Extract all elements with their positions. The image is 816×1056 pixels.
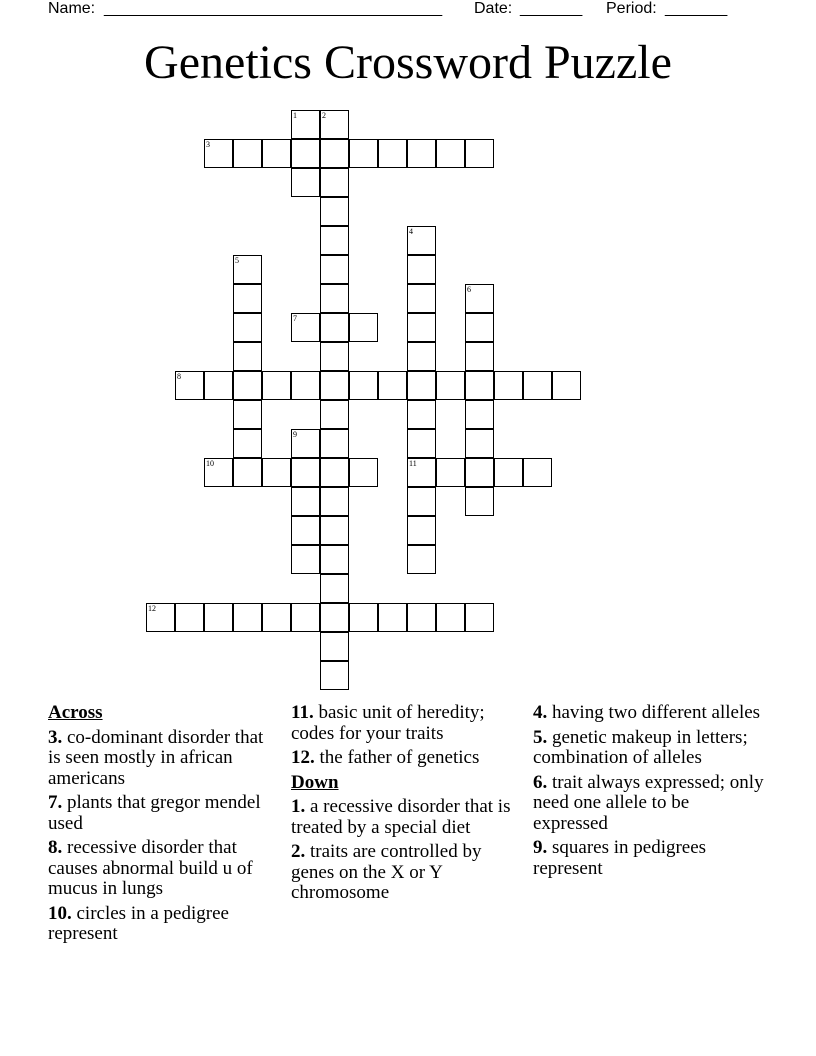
- crossword-cell[interactable]: [233, 603, 262, 632]
- clues-column-1: [48, 703, 280, 949]
- crossword-cell[interactable]: [436, 458, 465, 487]
- crossword-cell[interactable]: [320, 342, 349, 371]
- crossword-cell[interactable]: [262, 371, 291, 400]
- crossword-cell[interactable]: [407, 371, 436, 400]
- crossword-cell[interactable]: [407, 545, 436, 574]
- crossword-cell[interactable]: [407, 139, 436, 168]
- clue-across-10: 10. circles in a pedigree represent: [48, 902, 229, 944]
- crossword-cell[interactable]: [204, 371, 233, 400]
- name-blank[interactable]: ______________________________________: [104, 0, 443, 17]
- crossword-cell[interactable]: [407, 458, 436, 487]
- crossword-cell[interactable]: [349, 371, 378, 400]
- clue-across-3: 3. co-dominant disorder that is seen mostly in african americans: [48, 726, 264, 789]
- clue-down-9: 9. squares in pedigrees represent: [533, 837, 707, 879]
- crossword-cell[interactable]: [407, 516, 436, 545]
- crossword-cell[interactable]: [407, 226, 436, 255]
- crossword-cell[interactable]: [320, 197, 349, 226]
- cell-number: 7: [293, 314, 297, 323]
- clues-column-2: [291, 703, 523, 908]
- crossword-cell[interactable]: [320, 371, 349, 400]
- crossword-cell[interactable]: [407, 342, 436, 371]
- crossword-cell[interactable]: [204, 603, 233, 632]
- clue-down-6: 6. trait always expressed; only need one allele to be expressed: [533, 771, 764, 834]
- crossword-cell[interactable]: [349, 313, 378, 342]
- crossword-cell[interactable]: [291, 313, 320, 342]
- clue-across-11: 11. basic unit of heredity; codes for your traits: [291, 702, 485, 744]
- crossword-cell[interactable]: [378, 139, 407, 168]
- crossword-cell[interactable]: [262, 603, 291, 632]
- clues-column-3: [533, 703, 765, 883]
- crossword-cell[interactable]: [233, 458, 262, 487]
- crossword-cell[interactable]: [175, 371, 204, 400]
- crossword-cell[interactable]: [523, 371, 552, 400]
- cell-number: 10: [206, 459, 214, 468]
- crossword-cell[interactable]: [349, 458, 378, 487]
- crossword-cell[interactable]: [175, 603, 204, 632]
- crossword-cell[interactable]: [436, 603, 465, 632]
- crossword-cell[interactable]: [291, 168, 320, 197]
- crossword-cell[interactable]: [465, 400, 494, 429]
- crossword-cell[interactable]: [465, 458, 494, 487]
- crossword-cell[interactable]: [320, 516, 349, 545]
- crossword-cell[interactable]: [320, 255, 349, 284]
- crossword-cell[interactable]: [320, 110, 349, 139]
- crossword-cell[interactable]: [407, 255, 436, 284]
- cell-number: 11: [409, 459, 417, 468]
- cell-number: 9: [293, 430, 297, 439]
- crossword-cell[interactable]: [349, 603, 378, 632]
- crossword-cell[interactable]: [407, 400, 436, 429]
- clue-down-5: 5. genetic makeup in letters; combination of alleles: [533, 726, 748, 768]
- crossword-cell[interactable]: [320, 400, 349, 429]
- crossword-cell[interactable]: [291, 545, 320, 574]
- crossword-cell[interactable]: [320, 429, 349, 458]
- crossword-cell[interactable]: [465, 139, 494, 168]
- crossword-cell[interactable]: [291, 429, 320, 458]
- cell-number: 4: [409, 227, 413, 236]
- crossword-cell[interactable]: [320, 632, 349, 661]
- crossword-cell[interactable]: [320, 226, 349, 255]
- crossword-cell[interactable]: [465, 284, 494, 313]
- crossword-cell[interactable]: [233, 284, 262, 313]
- crossword-cell[interactable]: [320, 603, 349, 632]
- crossword-cell[interactable]: [465, 371, 494, 400]
- crossword-cell[interactable]: [349, 139, 378, 168]
- crossword-cell[interactable]: [233, 400, 262, 429]
- crossword-cell[interactable]: [407, 313, 436, 342]
- crossword-cell[interactable]: [291, 371, 320, 400]
- crossword-cell[interactable]: [320, 487, 349, 516]
- crossword-cell[interactable]: [378, 603, 407, 632]
- down-heading: Down: [291, 771, 339, 793]
- crossword-cell[interactable]: [291, 487, 320, 516]
- clue-down-1: 1. a recessive disorder that is treated by a special diet: [291, 796, 511, 838]
- crossword-cell[interactable]: [146, 603, 175, 632]
- crossword-cell[interactable]: [407, 284, 436, 313]
- clue-across-7: 7. plants that gregor mendel used: [48, 792, 261, 834]
- cell-number: 12: [148, 604, 156, 613]
- crossword-cell[interactable]: [204, 458, 233, 487]
- crossword-cell[interactable]: [320, 661, 349, 690]
- crossword-cell[interactable]: [407, 429, 436, 458]
- crossword-cell[interactable]: [233, 371, 262, 400]
- across-heading: Across: [48, 702, 103, 723]
- crossword-cell[interactable]: [465, 603, 494, 632]
- crossword-cell[interactable]: [494, 371, 523, 400]
- crossword-cell[interactable]: [233, 429, 262, 458]
- cell-number: 5: [235, 256, 239, 265]
- crossword-cell[interactable]: [291, 139, 320, 168]
- crossword-cell[interactable]: [320, 284, 349, 313]
- crossword-cell[interactable]: [320, 545, 349, 574]
- crossword-cell[interactable]: [262, 139, 291, 168]
- crossword-cell[interactable]: [465, 342, 494, 371]
- crossword-cell[interactable]: [291, 110, 320, 139]
- crossword-cell[interactable]: [523, 458, 552, 487]
- crossword-cell[interactable]: [233, 255, 262, 284]
- crossword-cell[interactable]: [233, 313, 262, 342]
- crossword-cell[interactable]: [465, 429, 494, 458]
- clue-down-2: 2. traits are controlled by genes on the X or Y chromosome: [291, 841, 482, 903]
- crossword-cell[interactable]: [407, 487, 436, 516]
- cell-number: 6: [467, 285, 471, 294]
- crossword-cell[interactable]: [320, 139, 349, 168]
- crossword-cell[interactable]: [436, 371, 465, 400]
- crossword-cell[interactable]: [233, 139, 262, 168]
- crossword-cell[interactable]: [378, 371, 407, 400]
- crossword-cell[interactable]: [407, 603, 436, 632]
- puzzle-title: Genetics Crossword Puzzle: [144, 36, 672, 89]
- crossword-cell[interactable]: [436, 139, 465, 168]
- date-label: Date:: [474, 0, 513, 17]
- crossword-cell[interactable]: [552, 371, 581, 400]
- period-label: Period:: [606, 0, 657, 17]
- clue-across-8: 8. recessive disorder that causes abnormal build u of mucus in lungs: [48, 837, 253, 899]
- crossword-cell[interactable]: [320, 574, 349, 603]
- crossword-cell[interactable]: [465, 487, 494, 516]
- cell-number: 8: [177, 372, 181, 381]
- period-blank[interactable]: _______: [665, 0, 728, 17]
- crossword-cell[interactable]: [233, 342, 262, 371]
- date-blank[interactable]: _______: [520, 0, 583, 17]
- clue-across-12: 12. the father of genetics: [291, 747, 480, 768]
- cell-number: 2: [322, 111, 326, 120]
- crossword-cell[interactable]: [320, 168, 349, 197]
- crossword-cell[interactable]: [291, 516, 320, 545]
- crossword-cell[interactable]: [494, 458, 523, 487]
- crossword-cell[interactable]: [320, 458, 349, 487]
- crossword-cell[interactable]: [262, 458, 291, 487]
- cell-number: 1: [293, 111, 297, 120]
- crossword-cell[interactable]: [291, 458, 320, 487]
- crossword-cell[interactable]: [204, 139, 233, 168]
- cell-number: 3: [206, 140, 210, 149]
- crossword-cell[interactable]: [465, 313, 494, 342]
- clue-down-4: 4. having two different alleles: [533, 702, 761, 723]
- name-label: Name:: [48, 0, 96, 17]
- crossword-cell[interactable]: [291, 603, 320, 632]
- crossword-cell[interactable]: [320, 313, 349, 342]
